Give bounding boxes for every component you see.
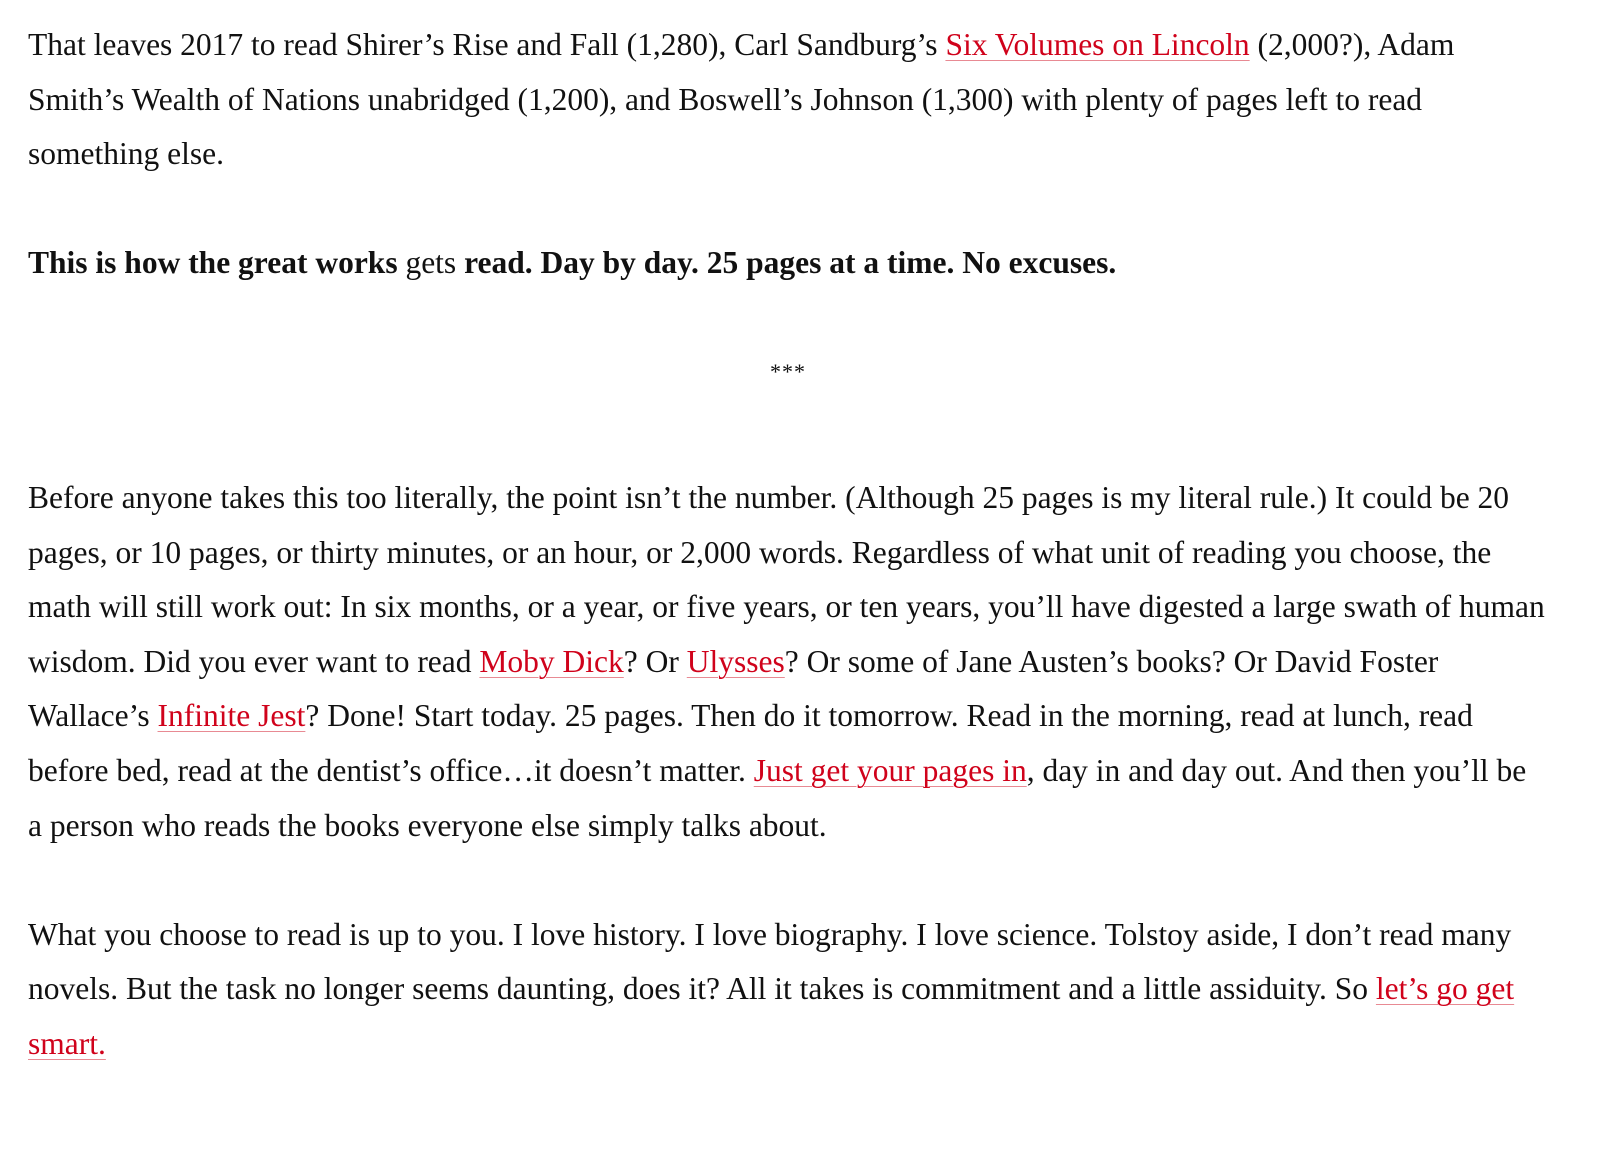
paragraph-text: ? Or some of Jane Austen’s books? Or David Foster Wallace’s xyxy=(28,643,1439,734)
paragraph-the-point xyxy=(28,471,1548,853)
bold-text: This is how the great works xyxy=(28,245,398,281)
link-infinite-jest[interactable]: Infinite Jest xyxy=(157,698,306,734)
section-separator: *** xyxy=(770,358,806,384)
paragraph-text: ? Done! Start today. 25 pages. Then do it tomorrow. Read in the morning, read at lunch, read before bed, read at the dentist’s office…it doesn’t matter. xyxy=(28,698,1473,788)
article-body xyxy=(28,18,1548,1072)
paragraph-text: What you choose to read is up to you. I love history. I love biography. I love science. Tolstoy aside, I don’t read many novels. But the task no longer seems daunting, does it? All it takes is commitment and a little assiduity. So xyxy=(28,916,1512,1007)
bold-text: read. Day by day. 25 pages at a time. No excuses. xyxy=(464,245,1117,281)
paragraph-choose xyxy=(28,908,1548,1072)
paragraph-text: That leaves 2017 to read Shirer’s Rise and Fall (1,280), Carl Sandburg’s xyxy=(28,27,946,62)
paragraph-text: (2,000?), Adam Smith’s Wealth of Nations unabridged (1,200), and Boswell’s Johnson (1,300) with plenty of pages left to read something else. xyxy=(28,27,1455,172)
link-ulysses[interactable]: Ulysses xyxy=(686,643,785,679)
paragraph-reading-list xyxy=(28,18,1548,182)
paragraph-text: Before anyone takes this too literally, the point isn’t the number. (Although 25 pages is my literal rule.) It could be 20 pages, or 10 pages, or thirty minutes, or an hour, or 2,000 words. Regardless of what unit of reading you choose, the math will still work out: In six months, or a year, or five years, or ten years, you’ll have digested a large swath of human wisdom. Did you ever want to read xyxy=(28,479,1545,679)
link-just-get-your-pages-in[interactable]: Just get your pages in xyxy=(753,752,1027,788)
paragraph-text: , day in and day out. And then you’ll be a person who reads the books everyone else simply talks about. xyxy=(28,752,1527,843)
link-six-volumes-on-lincoln[interactable]: Six Volumes on Lincoln xyxy=(945,27,1250,62)
regular-text: gets xyxy=(397,245,465,281)
paragraph-emphasis xyxy=(28,236,1548,291)
link-moby-dick[interactable]: Moby Dick xyxy=(479,643,624,679)
paragraph-text: ? Or xyxy=(623,643,687,679)
link-lets-go-get-smart[interactable]: let’s go get smart. xyxy=(28,971,1515,1061)
